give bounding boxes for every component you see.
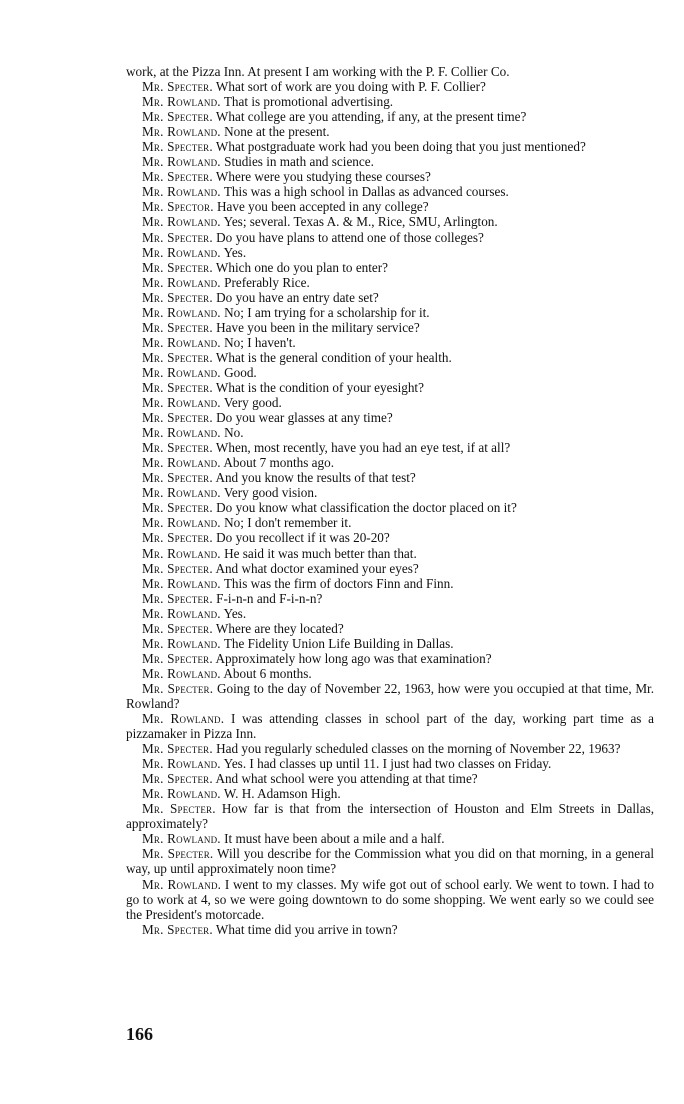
transcript-paragraph	[126, 199, 654, 214]
speech-text: Which one do you plan to enter?	[215, 259, 389, 275]
speech-text: What college are you attending, if any, at the present time?	[215, 109, 527, 125]
speaker-name: Mr. Rowland.	[142, 154, 221, 170]
speech-text: It must have been about a mile and a half.	[224, 831, 445, 847]
transcript-paragraph	[126, 681, 654, 711]
speaker-name: Mr. Rowland.	[142, 711, 225, 727]
speaker-name: Mr. Specter.	[142, 620, 213, 636]
transcript-paragraph	[126, 139, 654, 154]
speech-text: Yes.	[223, 244, 247, 260]
speech-text: Do you recollect if it was 20-20?	[216, 530, 390, 546]
speaker-name: Mr. Specter.	[142, 846, 214, 862]
speech-text: What postgraduate work had you been doing that you just mentioned?	[215, 139, 586, 155]
speech-text: What is the condition of your eyesight?	[215, 379, 424, 395]
transcript-paragraph	[126, 470, 654, 485]
speaker-name: Mr. Specter.	[142, 921, 213, 937]
transcript-paragraph	[126, 711, 654, 741]
speaker-name: Mr. Rowland.	[142, 425, 221, 441]
speaker-name: Mr. Specter.	[142, 560, 213, 576]
speech-text: And you know the results of that test?	[215, 470, 416, 486]
speech-text: He said it was much better than that.	[224, 545, 417, 561]
speaker-name: Mr. Specter.	[142, 470, 213, 486]
speaker-name: Mr. Rowland.	[142, 304, 221, 320]
speaker-name: Mr. Specter.	[142, 680, 214, 696]
transcript-page	[126, 64, 654, 937]
transcript-paragraph	[126, 771, 654, 786]
transcript-paragraph	[126, 184, 654, 199]
speaker-name: Mr. Rowland.	[142, 756, 221, 772]
speaker-name: Mr. Specter.	[142, 590, 213, 606]
speaker-name: Mr. Specter.	[142, 289, 213, 305]
transcript-paragraph	[126, 801, 654, 831]
transcript-paragraph	[126, 380, 654, 395]
transcript-paragraph	[126, 561, 654, 576]
speech-text: Where are they located?	[215, 620, 344, 636]
transcript-paragraph	[126, 606, 654, 621]
speaker-name: Mr. Specter.	[142, 139, 213, 155]
transcript-paragraph	[126, 124, 654, 139]
transcript-paragraph	[126, 741, 654, 756]
speaker-name: Mr. Rowland.	[142, 214, 221, 230]
speech-text: About 7 months ago.	[223, 455, 335, 471]
speaker-name: Mr. Specter.	[142, 530, 213, 546]
transcript-paragraph	[126, 530, 654, 545]
transcript-paragraph	[126, 109, 654, 124]
speech-text: Do you know what classification the doctor placed on it?	[216, 500, 517, 516]
speaker-name: Mr. Specter.	[142, 109, 213, 125]
speech-text: Very good vision.	[223, 485, 318, 501]
speech-text: No.	[224, 425, 244, 441]
transcript-paragraph	[126, 756, 654, 771]
speech-text: Very good.	[223, 395, 282, 411]
speech-text: What sort of work are you doing with P. F. Collier?	[215, 79, 486, 95]
speaker-name: Mr. Specter.	[142, 410, 213, 426]
speech-text: W. H. Adamson High.	[223, 786, 341, 802]
speech-text: Yes.	[223, 605, 247, 621]
speech-text: Do you have an entry date set?	[216, 289, 379, 305]
speaker-name: Mr. Specter.	[142, 259, 213, 275]
speaker-name: Mr. Rowland.	[142, 455, 221, 471]
speech-text: What time did you arrive in town?	[215, 921, 398, 937]
transcript-paragraph	[126, 290, 654, 305]
transcript-paragraph	[126, 651, 654, 666]
speaker-name: Mr. Rowland.	[142, 274, 221, 290]
speech-text: What is the general condition of your health.	[215, 349, 452, 365]
speech-text: How far is that from the intersection of Houston and Elm Streets in Dallas, approximately?	[126, 801, 655, 832]
speech-text: I went to my classes. My wife got out of school early. We went to town. I had to go to work at 4, so we were going downtown to do some shopping. We went early so we could see the President's motorcade.	[126, 876, 655, 922]
transcript-paragraph	[126, 440, 654, 455]
speaker-name: Mr. Specter.	[142, 650, 213, 666]
speaker-name: Mr. Specter.	[142, 440, 213, 456]
speaker-name: Mr. Rowland.	[142, 665, 221, 681]
speech-text: Had you regularly scheduled classes on the morning of November 22, 1963?	[216, 741, 621, 757]
speaker-name: Mr. Rowland.	[142, 364, 221, 380]
speaker-name: Mr. Rowland.	[142, 395, 221, 411]
continuation-line: work, at the Pizza Inn. At present I am working with the P. F. Collier Co.	[126, 64, 510, 79]
speech-text: Will you describe for the Commission what you did on that morning, in a general way, up until approximately noon time?	[126, 846, 654, 877]
speaker-name: Mr. Rowland.	[142, 876, 222, 892]
speech-text: Have you been accepted in any college?	[217, 199, 429, 215]
transcript-paragraph	[126, 831, 654, 846]
transcript-paragraph	[126, 260, 654, 275]
transcript-paragraph	[126, 94, 654, 109]
transcript-paragraph	[126, 922, 654, 937]
speech-text: Have you been in the military service?	[216, 319, 420, 335]
transcript-paragraph	[126, 546, 654, 561]
transcript-paragraph	[126, 666, 654, 681]
speech-text: F-i-n-n and F-i-n-n?	[216, 590, 323, 606]
speech-text: Do you wear glasses at any time?	[216, 410, 393, 426]
speaker-name: Mr. Rowland.	[142, 545, 221, 561]
speech-text: Yes; several. Texas A. & M., Rice, SMU, Arlington.	[223, 214, 498, 230]
transcript-paragraph	[126, 320, 654, 335]
speaker-name: Mr. Spector.	[142, 199, 214, 215]
speaker-name: Mr. Specter.	[142, 319, 213, 335]
transcript-paragraph	[126, 350, 654, 365]
transcript-paragraph	[126, 621, 654, 636]
speaker-name: Mr. Rowland.	[142, 575, 221, 591]
speech-text: Approximately how long ago was that examination?	[215, 650, 492, 666]
transcript-paragraph	[126, 846, 654, 876]
speech-text: No; I don't remember it.	[224, 515, 352, 531]
transcript-paragraph	[126, 877, 654, 922]
transcript-paragraph	[126, 425, 654, 440]
speaker-name: Mr. Specter.	[142, 500, 213, 516]
speech-text: Studies in math and science.	[224, 154, 374, 170]
transcript-paragraph	[126, 500, 654, 515]
speech-text: Going to the day of November 22, 1963, how were you occupied at that time, Mr. Rowland?	[126, 680, 655, 711]
transcript-paragraph	[126, 455, 654, 470]
transcript-paragraph	[126, 365, 654, 380]
speaker-name: Mr. Specter.	[142, 801, 216, 817]
transcript-paragraph	[126, 275, 654, 290]
speaker-name: Mr. Rowland.	[142, 831, 221, 847]
speaker-name: Mr. Rowland.	[142, 635, 221, 651]
transcript-paragraph	[126, 591, 654, 606]
transcript-paragraph	[126, 485, 654, 500]
speaker-name: Mr. Specter.	[142, 169, 213, 185]
speech-text: The Fidelity Union Life Building in Dallas.	[223, 635, 454, 651]
speech-text: No; I am trying for a scholarship for it.	[224, 304, 430, 320]
speech-text: No; I haven't.	[224, 334, 296, 350]
speech-text: I was attending classes in school part of the day, working part time as a pizzamaker in Pizza Inn.	[126, 711, 655, 742]
speaker-name: Mr. Specter.	[142, 771, 213, 787]
page-number: 166	[126, 1024, 153, 1044]
transcript-paragraph	[126, 169, 654, 184]
transcript-paragraph	[126, 636, 654, 651]
speech-text: That is promotional advertising.	[223, 94, 394, 110]
transcript-paragraph	[126, 79, 654, 94]
transcript-paragraph	[126, 154, 654, 169]
speaker-name: Mr. Specter.	[142, 349, 213, 365]
speech-text: Yes. I had classes up until 11. I just had two classes on Friday.	[223, 756, 552, 772]
speaker-name: Mr. Rowland.	[142, 244, 221, 260]
speaker-name: Mr. Rowland.	[142, 334, 221, 350]
transcript-paragraph	[126, 305, 654, 320]
speaker-name: Mr. Specter.	[142, 229, 213, 245]
speech-text: When, most recently, have you had an eye test, if at all?	[215, 440, 511, 456]
transcript-paragraph	[126, 245, 654, 260]
speaker-name: Mr. Rowland.	[142, 485, 221, 501]
speaker-name: Mr. Rowland.	[142, 786, 221, 802]
transcript-paragraph	[126, 395, 654, 410]
speaker-name: Mr. Specter.	[142, 79, 213, 95]
speech-text: None at the present.	[224, 124, 330, 140]
speech-text: Where were you studying these courses?	[215, 169, 431, 185]
speech-text: Do you have plans to attend one of those colleges?	[216, 229, 484, 245]
speech-text: And what doctor examined your eyes?	[215, 560, 419, 576]
transcript-paragraph	[126, 214, 654, 229]
speaker-name: Mr. Rowland.	[142, 184, 221, 200]
speech-text: Preferably Rice.	[224, 274, 310, 290]
speaker-name: Mr. Rowland.	[142, 124, 221, 140]
speech-text: This was a high school in Dallas as advanced courses.	[223, 184, 509, 200]
transcript-paragraph	[126, 576, 654, 591]
speaker-name: Mr. Rowland.	[142, 515, 221, 531]
transcript-paragraph	[126, 335, 654, 350]
transcript-paragraph	[126, 230, 654, 245]
transcript-paragraph	[126, 786, 654, 801]
speech-text: About 6 months.	[223, 665, 312, 681]
transcript-paragraph	[126, 515, 654, 530]
speaker-name: Mr. Rowland.	[142, 605, 221, 621]
speech-text: Good.	[224, 364, 257, 380]
speech-text: And what school were you attending at that time?	[215, 771, 478, 787]
transcript-paragraph	[126, 410, 654, 425]
exchange-list	[126, 79, 654, 937]
speaker-name: Mr. Specter.	[142, 379, 213, 395]
speaker-name: Mr. Rowland.	[142, 94, 221, 110]
speaker-name: Mr. Specter.	[142, 741, 213, 757]
speech-text: This was the firm of doctors Finn and Finn.	[223, 575, 454, 591]
